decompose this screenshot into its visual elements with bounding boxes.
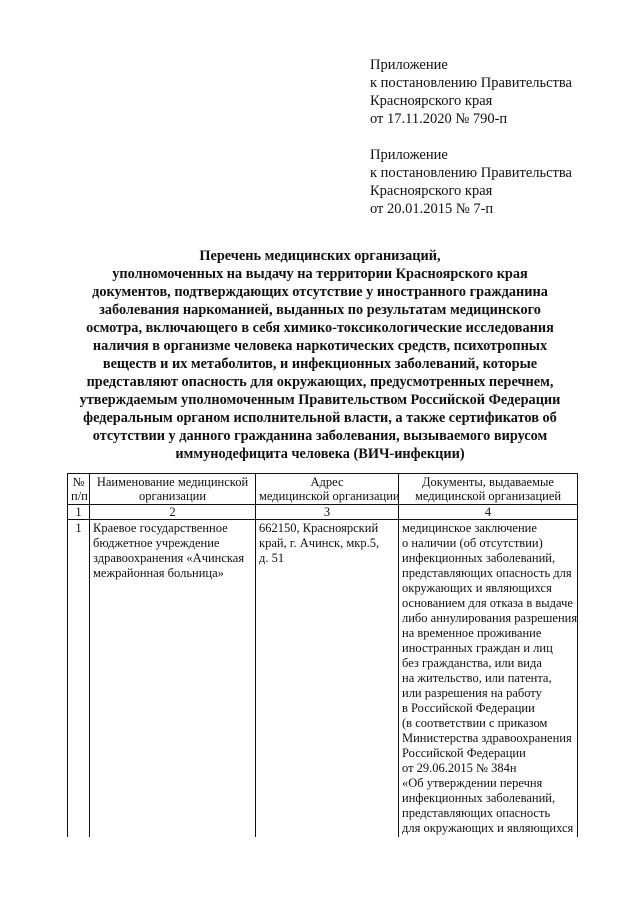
appendix-line: к постановлению Правительства (370, 165, 572, 181)
cell-line: Министерства здравоохранения (402, 731, 572, 745)
cell-line: (в соответствии с приказом (402, 716, 548, 730)
cell-line: Краевое государственное (93, 521, 228, 535)
header-line: п/п (71, 489, 88, 503)
cell-line: межрайонная больница» (93, 566, 224, 580)
header-line: медицинской организацией (414, 489, 562, 503)
cell-line: на жительство, или патента, (402, 671, 552, 685)
appendix-line: Красноярского края (370, 183, 493, 199)
header-line: организации (138, 489, 207, 503)
cell-line: или разрешения на работу (402, 686, 542, 700)
cell-line: о наличии (об отсутствии) (402, 536, 543, 550)
cell-line: 662150, Красноярский (259, 521, 379, 535)
cell-line: в Российской Федерации (402, 701, 535, 715)
title-line: осмотра, включающего в себя химико-токсикологические исследования (86, 320, 554, 336)
document-title (50, 247, 590, 463)
cell-line: инфекционных заболеваний, (402, 551, 556, 565)
title-line: представляют опасность для окружающих, предусмотренных перечнем, (86, 374, 554, 390)
header-line: № (72, 475, 85, 489)
header-line: Документы, выдаваемые (422, 475, 554, 489)
row-organization (90, 520, 256, 838)
header-organization (90, 474, 256, 505)
cell-line: от 29.06.2015 № 384н (402, 761, 517, 775)
title-line: наличия в организме человека наркотических средств, психотропных (92, 338, 548, 354)
appendix-line: Красноярского края (370, 93, 493, 109)
cell-line: «Об утверждении перечня (402, 776, 543, 790)
cell-line: представляющих опасность для (402, 566, 572, 580)
appendix-line: Приложение (370, 57, 448, 73)
table-row (68, 520, 578, 838)
cell-line: бюджетное учреждение (93, 536, 220, 550)
cell-line: иностранных граждан и лиц (402, 641, 553, 655)
title-line: заболевания наркоманией, выданных по результатам медицинского (99, 302, 541, 318)
header-address (256, 474, 399, 505)
header-line: Наименование медицинской (96, 475, 249, 489)
column-number: 3 (256, 505, 399, 520)
column-number: 2 (90, 505, 256, 520)
appendix-line: от 17.11.2020 № 790-п (370, 111, 508, 127)
header-index (68, 474, 90, 505)
appendix-line: от 20.01.2015 № 7-п (370, 201, 494, 217)
title-line: федеральным органом исполнительной власти, а также сертификатов об (83, 410, 557, 426)
title-line: отсутствии у данного гражданина заболевания, вызываемого вирусом (92, 428, 548, 444)
header-line: Адрес (310, 475, 344, 489)
row-documents (399, 520, 578, 838)
title-line: иммунодефицита человека (ВИЧ-инфекции) (175, 446, 465, 462)
cell-line: для окружающих и являющихся (402, 821, 574, 835)
header-line: медицинской организации (259, 489, 400, 503)
cell-line: д. 51 (259, 551, 285, 565)
header-documents (399, 474, 578, 505)
appendix-line: к постановлению Правительства (370, 75, 572, 91)
row-address (256, 520, 399, 838)
appendix-block-2015 (370, 146, 620, 218)
title-line: утверждаемым уполномоченным Правительством Российской Федерации (79, 392, 561, 408)
column-number: 4 (399, 505, 578, 520)
appendix-block-2020 (370, 56, 620, 128)
cell-line: медицинское заключение (402, 521, 537, 535)
column-number: 1 (68, 505, 90, 520)
title-line: документов, подтверждающих отсутствие у иностранного гражданина (92, 284, 548, 300)
cell-line: основанием для отказа в выдаче (402, 596, 573, 610)
cell-line: окружающих и являющихся (402, 581, 552, 595)
cell-line: здравоохранения «Ачинская (93, 551, 245, 565)
row-index: 1 (68, 520, 90, 838)
cell-line: на временное проживание (402, 626, 542, 640)
title-line: Перечень медицинских организаций, (199, 248, 441, 264)
appendix-line: Приложение (370, 147, 448, 163)
title-line: уполномоченных на выдачу на территории Красноярского края (112, 266, 528, 282)
cell-line: либо аннулирования разрешения (402, 611, 578, 625)
cell-line: край, г. Ачинск, мкр.5, (259, 536, 380, 550)
cell-line: Российской Федерации (402, 746, 526, 760)
title-line: веществ и их метаболитов, и инфекционных заболеваний, которые (102, 356, 538, 372)
organizations-table (67, 473, 578, 837)
cell-line: инфекционных заболеваний, (402, 791, 556, 805)
table-header-row (68, 474, 578, 505)
cell-line: без гражданства, или вида (402, 656, 542, 670)
column-number-row (68, 505, 578, 520)
cell-line: представляющих опасность (402, 806, 551, 820)
